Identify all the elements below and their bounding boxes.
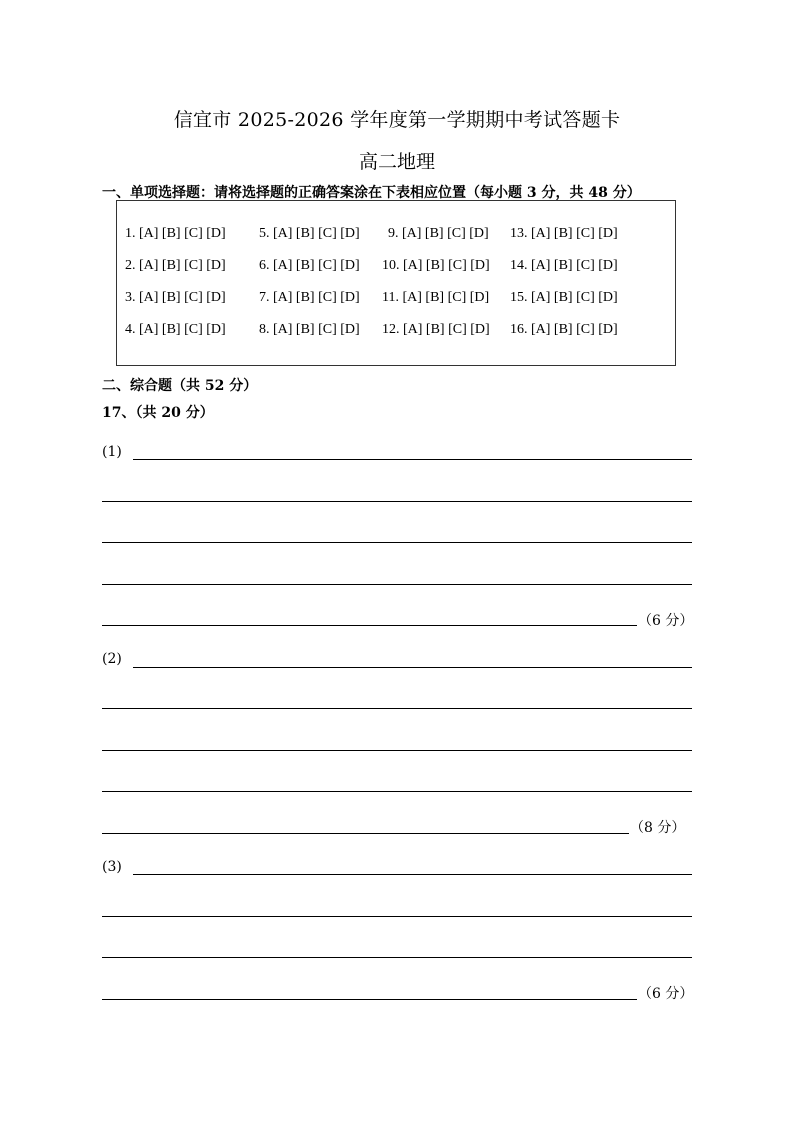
part-1-label: (1) <box>102 444 122 460</box>
answer-line[interactable] <box>102 708 692 709</box>
choice-option-group[interactable]: 13. [A] [B] [C] [D] <box>510 226 618 241</box>
answer-line[interactable] <box>102 501 692 502</box>
part-3-score: （6 分） <box>638 986 694 1002</box>
choice-option-group[interactable]: 3. [A] [B] [C] [D] <box>125 290 226 305</box>
answer-line[interactable] <box>102 957 692 958</box>
section1-heading: 一、单项选择题：请将选择题的正确答案涂在下表相应位置（每小题 3 分，共 48 分） <box>102 185 641 201</box>
choice-row <box>117 290 677 310</box>
choice-row <box>117 258 677 278</box>
answer-line[interactable] <box>102 999 637 1000</box>
choice-row <box>117 226 677 246</box>
answer-line[interactable] <box>102 750 692 751</box>
answer-line[interactable] <box>102 916 692 917</box>
choice-option-group[interactable]: 10. [A] [B] [C] [D] <box>382 258 490 273</box>
choice-option-group[interactable]: 1. [A] [B] [C] [D] <box>125 226 226 241</box>
page-title: 信宜市 2025-2026 学年度第一学期期中考试答题卡 <box>173 109 621 131</box>
choice-option-group[interactable]: 2. [A] [B] [C] [D] <box>125 258 226 273</box>
choice-option-group[interactable]: 14. [A] [B] [C] [D] <box>510 258 618 273</box>
part-2-score: （8 分） <box>630 820 686 836</box>
question-17-heading: 17、（共 20 分） <box>102 405 214 421</box>
choice-option-group[interactable]: 11. [A] [B] [C] [D] <box>382 290 490 305</box>
choice-option-group[interactable]: 12. [A] [B] [C] [D] <box>382 322 490 337</box>
choice-answer-box <box>116 200 676 366</box>
answer-line[interactable] <box>133 874 692 875</box>
section2-heading: 二、综合题（共 52 分） <box>102 378 258 394</box>
answer-line[interactable] <box>133 459 692 460</box>
choice-option-group[interactable]: 4. [A] [B] [C] [D] <box>125 322 226 337</box>
choice-option-group[interactable]: 8. [A] [B] [C] [D] <box>259 322 360 337</box>
choice-option-group[interactable]: 9. [A] [B] [C] [D] <box>388 226 489 241</box>
answer-line[interactable] <box>102 584 692 585</box>
answer-line[interactable] <box>133 667 692 668</box>
choice-option-group[interactable]: 5. [A] [B] [C] [D] <box>259 226 360 241</box>
choice-option-group[interactable]: 7. [A] [B] [C] [D] <box>259 290 360 305</box>
answer-line[interactable] <box>102 791 692 792</box>
answer-line[interactable] <box>102 625 637 626</box>
answer-line[interactable] <box>102 833 629 834</box>
choice-row <box>117 322 677 342</box>
choice-option-group[interactable]: 15. [A] [B] [C] [D] <box>510 290 618 305</box>
part-3-label: (3) <box>102 859 122 875</box>
part-2-label: (2) <box>102 651 122 667</box>
part-1-score: （6 分） <box>638 613 694 629</box>
subject-title: 高二地理 <box>358 151 435 173</box>
choice-option-group[interactable]: 6. [A] [B] [C] [D] <box>259 258 360 273</box>
choice-option-group[interactable]: 16. [A] [B] [C] [D] <box>510 322 618 337</box>
answer-line[interactable] <box>102 542 692 543</box>
